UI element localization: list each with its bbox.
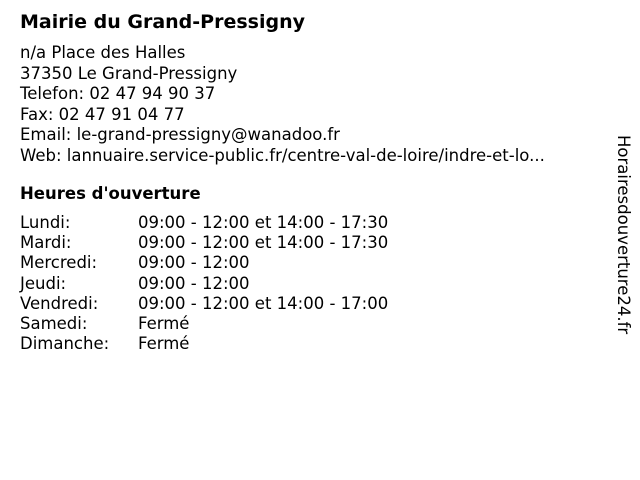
time-range: 09:00 - 12:00 (138, 273, 250, 293)
email-address: Email: le-grand-pressigny@wanadoo.fr (20, 125, 340, 144)
opening-hours-heading: Heures d'ouverture (20, 184, 201, 203)
time-range: 09:00 - 12:00 (138, 253, 250, 273)
day-label: Lundi: (20, 213, 71, 232)
contact-block (20, 43, 545, 166)
day-label: Dimanche: (20, 334, 110, 354)
website-address: Web: lannuaire.service-public.fr/centre-val-de-loire/indre-et-lo... (20, 145, 545, 165)
time-range: 09:00 - 12:00 et 14:00 - 17:30 (138, 213, 389, 232)
phone-number: Telefon: 02 47 94 90 37 (20, 84, 216, 103)
time-range: Fermé (138, 313, 190, 333)
site-watermark: Horairesdouverture24.fr (614, 135, 633, 335)
day-label: Vendredi: (20, 293, 99, 313)
day-label: Samedi: (20, 313, 88, 333)
postal-city: 37350 Le Grand-Pressigny (20, 63, 238, 83)
fax-number: Fax: 02 47 91 04 77 (20, 104, 185, 124)
time-range: Fermé (138, 334, 190, 354)
time-range: 09:00 - 12:00 et 14:00 - 17:30 (138, 233, 389, 253)
street-address: n/a Place des Halles (20, 43, 186, 62)
day-label: Jeudi: (20, 273, 67, 293)
day-label: Mercredi: (20, 253, 98, 273)
page-title: Mairie du Grand-Pressigny (20, 11, 305, 33)
time-range: 09:00 - 12:00 et 14:00 - 17:00 (138, 293, 389, 313)
day-label: Mardi: (20, 233, 72, 253)
